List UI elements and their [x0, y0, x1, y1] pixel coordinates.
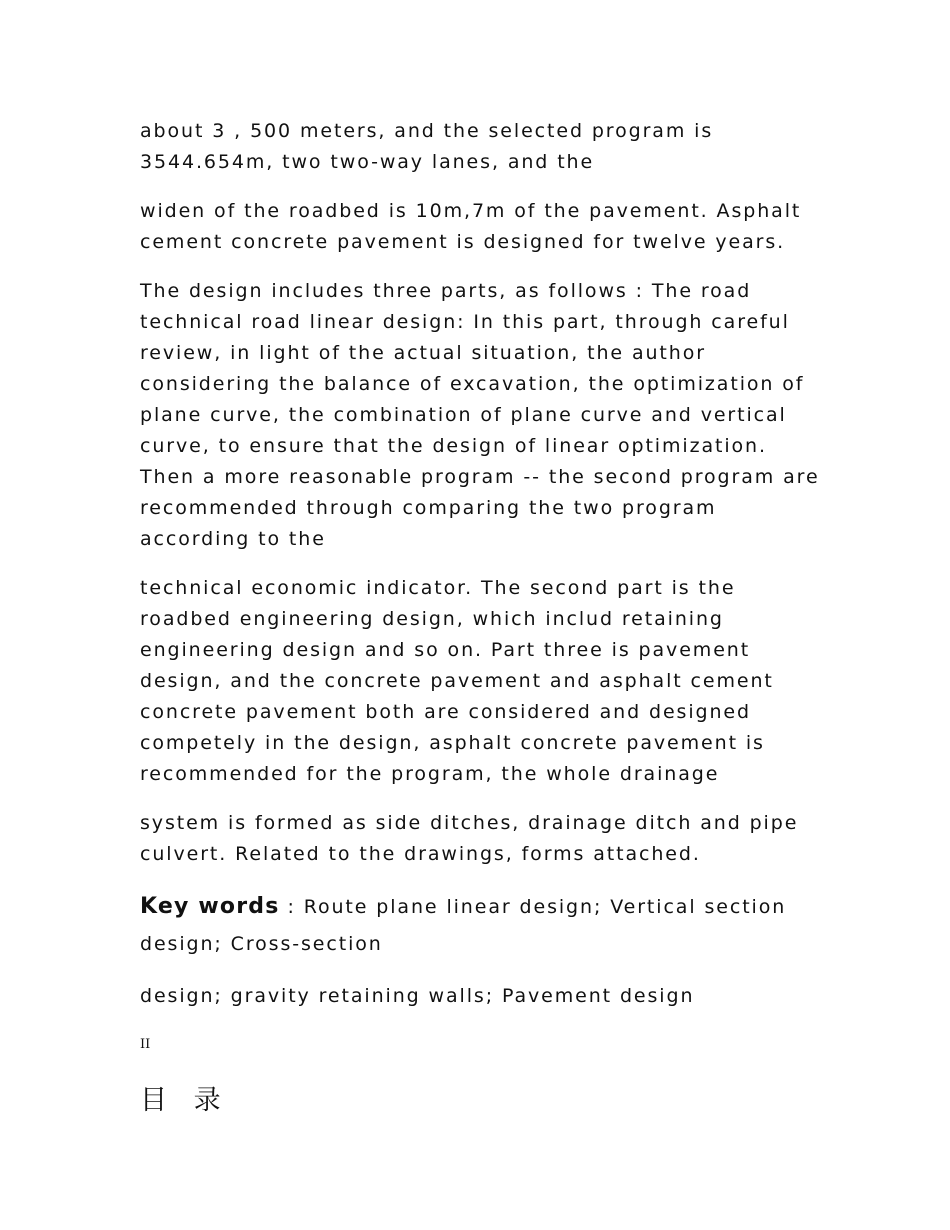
paragraph-line: technical economic indicator. The second part is the: [140, 577, 736, 599]
keywords-label: Key words: [140, 894, 280, 919]
paragraph-line: about 3 , 500 meters, and the selected program is: [140, 120, 714, 142]
paragraph-line: plane curve, the combination of plane curve and vertical: [140, 404, 787, 426]
keywords-block: [140, 888, 820, 963]
abstract-paragraph-5: [140, 808, 820, 870]
paragraph-line: considering the balance of excavation, the optimization of: [140, 373, 805, 395]
table-of-contents-heading: 目 录: [140, 1085, 230, 1116]
paragraph-line: competely in the design, asphalt concrete pavement is: [140, 732, 765, 754]
paragraph-line: Then a more reasonable program -- the second program are: [140, 466, 820, 488]
keywords-line: design; Cross-section: [140, 933, 383, 955]
abstract-content: [140, 116, 820, 1118]
paragraph-line: curve, to ensure that the design of linear optimization.: [140, 435, 767, 457]
keywords-continued: [140, 981, 820, 1012]
keywords-line: [140, 888, 820, 926]
abstract-paragraph-1: [140, 116, 820, 178]
abstract-paragraph-4: [140, 573, 820, 790]
abstract-paragraph-3: [140, 276, 820, 555]
keywords-text: : Route plane linear design; Vertical section: [279, 896, 787, 918]
paragraph-line: culvert. Related to the drawings, forms attached.: [140, 843, 701, 865]
paragraph-line: 3544.654m, two two-way lanes, and the: [140, 151, 595, 173]
paragraph-line: widen of the roadbed is 10m,7m of the pavement. Asphalt: [140, 200, 802, 222]
paragraph-line: according to the: [140, 528, 326, 550]
paragraph-line: The design includes three parts, as follows : The road: [140, 280, 752, 302]
paragraph-line: review, in light of the actual situation, the author: [140, 342, 706, 364]
paragraph-line: recommended through comparing the two program: [140, 497, 717, 519]
paragraph-line: technical road linear design: In this part, through careful: [140, 311, 790, 333]
abstract-paragraph-2: [140, 196, 820, 258]
paragraph-line: engineering design and so on. Part three is pavement: [140, 639, 751, 661]
paragraph-line: system is formed as side ditches, drainage ditch and pipe: [140, 812, 799, 834]
paragraph-line: recommended for the program, the whole drainage: [140, 763, 720, 785]
paragraph-line: cement concrete pavement is designed for twelve years.: [140, 231, 786, 253]
paragraph-line: roadbed engineering design, which includ retaining: [140, 608, 724, 630]
paragraph-line: design, and the concrete pavement and asphalt cement: [140, 670, 774, 692]
page-number: II: [140, 1037, 151, 1052]
paragraph-line: concrete pavement both are considered and designed: [140, 701, 751, 723]
paragraph-line: design; gravity retaining walls; Pavement design: [140, 985, 695, 1007]
